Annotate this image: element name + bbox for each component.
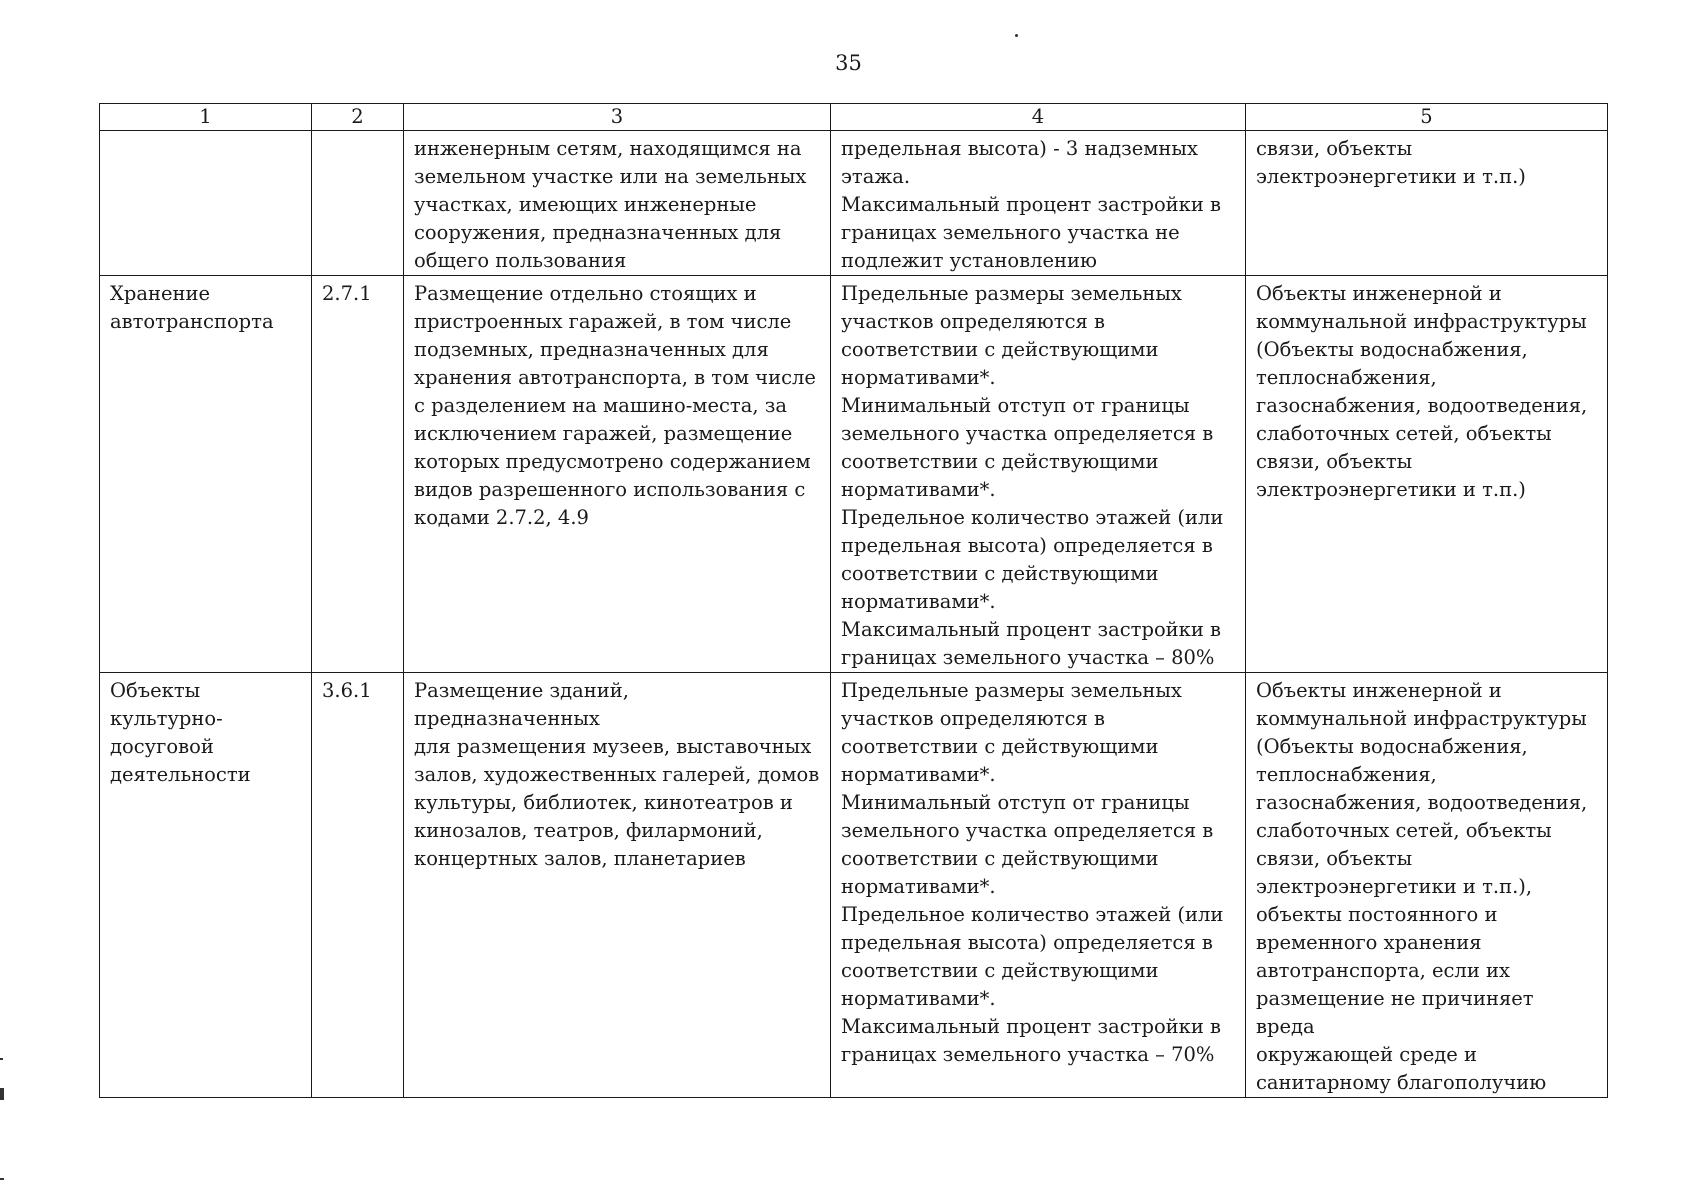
cell-use-code: 2.7.1 <box>312 276 404 673</box>
cell-use-name: Хранение автотранспорта <box>100 276 312 673</box>
table-header-row <box>100 104 1608 131</box>
header-col-5: 5 <box>1246 104 1608 131</box>
cell-parameters: Предельные размеры земельных участков определяются в соответствии с действующими нормативами*. Минимальный отступ от границы земельного участка определяется в соответствии с действующими нормативами*. Предельное количество этажей (или предельная высота) определяется в соответствии с действующими нормативами*. Максимальный процент застройки в границах земельного участка – 70% <box>831 673 1246 1098</box>
cell-accessory-uses: Объекты инженерной и коммунальной инфраструктуры (Объекты водоснабжения, теплоснабжения, газоснабжения, водоотведения, слаботочных сетей, объекты связи, объекты электроэнергетики и т.п.) <box>1246 276 1608 673</box>
cell-use-code <box>312 131 404 276</box>
cell-use-name: Объекты культурно- досуговой деятельности <box>100 673 312 1098</box>
header-col-2: 2 <box>312 104 404 131</box>
scan-artifact-mark <box>0 1088 4 1100</box>
table-row <box>100 673 1608 1098</box>
scan-artifact-mark <box>0 1178 4 1180</box>
cell-parameters: Предельные размеры земельных участков определяются в соответствии с действующими нормативами*. Минимальный отступ от границы земельного участка определяется в соответствии с действующими нормативами*. Предельное количество этажей (или предельная высота) определяется в соответствии с действующими нормативами*. Максимальный процент застройки в границах земельного участка – 80% <box>831 276 1246 673</box>
scan-artifact-mark <box>0 1058 3 1060</box>
cell-accessory-uses: Объекты инженерной и коммунальной инфраструктуры (Объекты водоснабжения, теплоснабжения, газоснабжения, водоотведения, слаботочных сетей, объекты связи, объекты электроэнергетики и т.п.), объекты постоянного и временного хранения автотранспорта, если их размещение не причиняет вреда окружающей среде и санитарному благополучию <box>1246 673 1608 1098</box>
header-col-4: 4 <box>831 104 1246 131</box>
cell-use-description: Размещение зданий, предназначенных для размещения музеев, выставочных залов, художественных галерей, домов культуры, библиотек, кинотеатров и кинозалов, театров, филармоний, концертных залов, планетариев <box>404 673 831 1098</box>
scan-artifact-mark <box>1015 34 1018 37</box>
cell-use-description: Размещение отдельно стоящих и пристроенных гаражей, в том числе подземных, предназначенных для хранения автотранспорта, в том числе с разделением на машино-места, за исключением гаражей, размещение которых предусмотрено содержанием видов разрешенного использования с кодами 2.7.2, 4.9 <box>404 276 831 673</box>
cell-use-description: инженерным сетям, находящимся на земельном участке или на земельных участках, имеющих инженерные сооружения, предназначенных для общего пользования <box>404 131 831 276</box>
cell-use-code: 3.6.1 <box>312 673 404 1098</box>
page-number: 35 <box>835 51 862 75</box>
cell-use-name <box>100 131 312 276</box>
cell-accessory-uses: связи, объекты электроэнергетики и т.п.) <box>1246 131 1608 276</box>
header-col-3: 3 <box>404 104 831 131</box>
table-row <box>100 276 1608 673</box>
cell-parameters: предельная высота) - 3 надземных этажа. Максимальный процент застройки в границах земельного участка не подлежит установлению <box>831 131 1246 276</box>
table-row <box>100 131 1608 276</box>
header-col-1: 1 <box>100 104 312 131</box>
land-use-table <box>99 103 1608 1098</box>
